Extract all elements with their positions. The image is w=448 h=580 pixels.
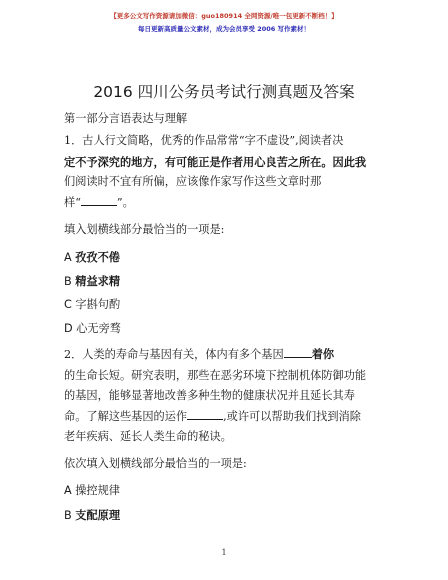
page-number: 1 <box>221 548 227 557</box>
question-2-line-1 <box>64 344 356 366</box>
question-1-line-3: 们阅读时不宜有所偏，应该像作家写作这些文章时那 <box>64 175 322 188</box>
question-2-option-a[interactable] <box>64 483 120 499</box>
question-1-line-1: 1．古人行文简略，优秀的作品常常“字不虚设”,阅读者决 <box>64 134 344 147</box>
option-letter: C <box>64 298 72 311</box>
promo-banner-line-1: 【更多公文写作资源请加微信：guo180914 全网资源/唯一包更新不断档！】 <box>110 12 338 20</box>
question-1-line-2: 定不予深究的地方，有可能正是作者用心良苦之所在。因此我 <box>64 154 367 169</box>
promo-banner-line-2: 每日更新高质量公文素材，成为会员享受 2006 写作素材！ <box>137 25 311 33</box>
question-2-line-4-suffix: ,或许可以帮助我们找到消除 <box>223 409 361 423</box>
option-text: 支配原理 <box>75 508 121 522</box>
question-1-option-d[interactable] <box>64 321 121 337</box>
question-2-blank-2 <box>187 408 223 420</box>
question-2-stem <box>64 344 367 448</box>
option-text: 精益求精 <box>75 274 121 288</box>
question-1-prompt: 填入划横线部分最恰当的一项是: <box>64 223 225 236</box>
document-title: 2016 四川公务员考试行测真题及答案 <box>93 83 355 101</box>
option-letter: B <box>64 275 72 288</box>
option-text: 字斟句酌 <box>75 298 121 311</box>
question-2-option-b[interactable] <box>64 507 120 524</box>
question-1-line-4 <box>64 193 356 214</box>
question-2-line-5: 老年疾病、延长人类生命的秘诀。 <box>64 430 232 443</box>
question-2-line-3: 的基因，能够显著地改善多种生物的健康状况并且延长其寿 <box>64 389 355 402</box>
question-1-line-4-suffix: ”。 <box>116 195 134 209</box>
option-letter: A <box>64 484 72 497</box>
option-letter: A <box>64 251 72 264</box>
promo-banner <box>0 10 448 35</box>
question-1-option-c[interactable] <box>64 297 120 313</box>
question-1-stem <box>64 131 367 213</box>
question-1-option-b[interactable] <box>64 273 120 290</box>
question-2-line-4 <box>64 407 361 428</box>
question-1-line-4-prefix: 样“ <box>64 195 81 209</box>
section-heading: 第一部分言语表达与理解 <box>64 112 188 125</box>
option-text: 心无旁骛 <box>76 322 121 335</box>
question-2-prompt: 依次填入划横线部分最恰当的一项是: <box>64 457 247 470</box>
option-letter: B <box>64 509 72 522</box>
question-2-blank-1 <box>284 346 312 358</box>
question-1-blank <box>81 194 117 206</box>
option-text: 操控规律 <box>75 484 120 497</box>
question-2-line-1-suffix: 着你 <box>311 347 335 361</box>
question-1-option-a[interactable] <box>64 249 120 266</box>
question-2-line-1-prefix: 2．人类的寿命与基因有关，体内有多个基因 <box>64 348 284 361</box>
option-text: 孜孜不倦 <box>75 250 120 264</box>
question-2-line-2: 的生命长短。研究表明，那些在恶劣环境下控制机体防御功能 <box>64 368 367 382</box>
question-2-line-4-prefix: 命。了解这些基因的运作 <box>64 409 188 423</box>
option-letter: D <box>64 322 73 335</box>
